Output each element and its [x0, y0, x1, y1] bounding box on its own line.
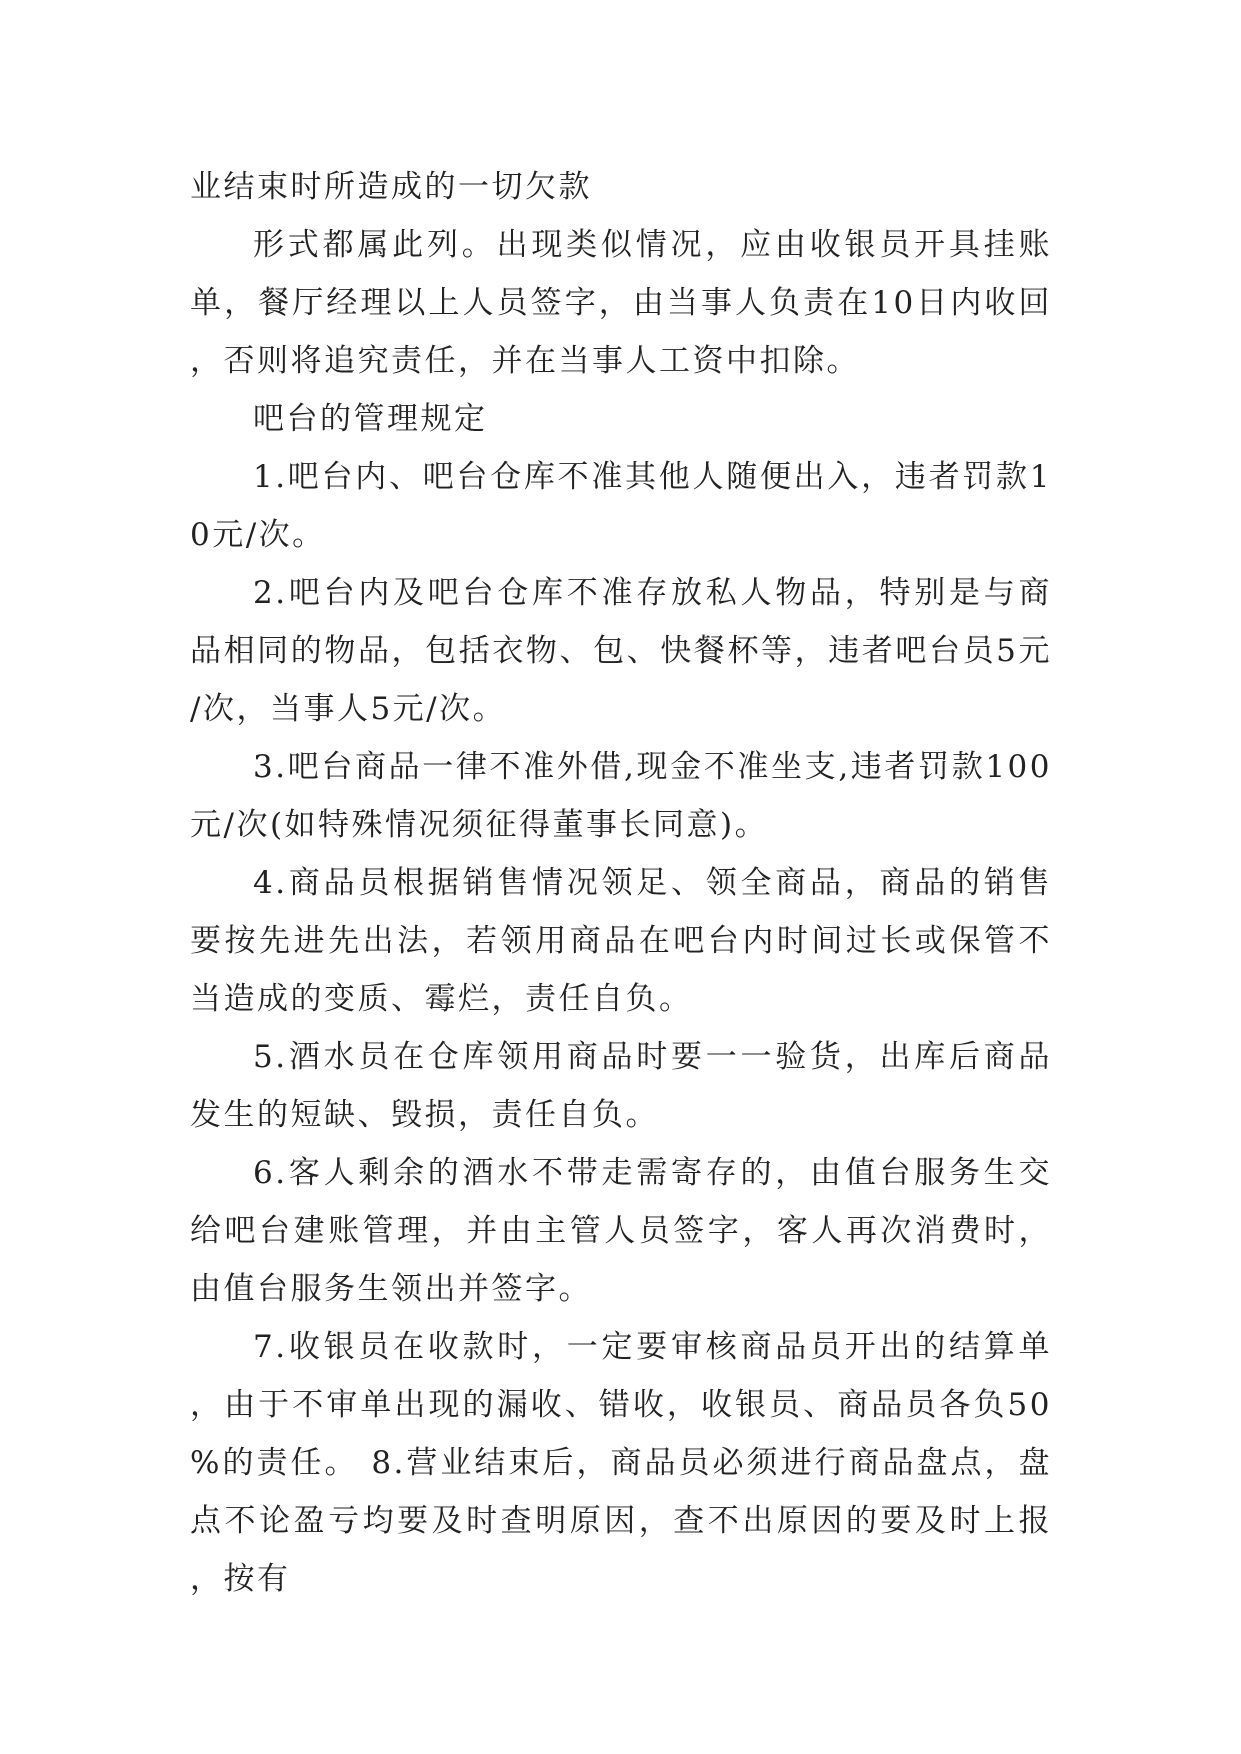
paragraph-billing-note: 形式都属此列。出现类似情况，应由收银员开具挂账单，餐厅经理以上人员签字，由当事人负责在10日内收回，否则将追究责任，并在当事人工资中扣除。 — [190, 227, 1052, 379]
rule-item-6: 6.客人剩余的酒水不带走需寄存的，由值台服务生交给吧台建账管理，并由主管人员签字，客人再次消费时，由值台服务生领出并签字。 — [190, 1155, 1052, 1307]
paragraph-continuation: 业结束时所造成的一切欠款 — [190, 169, 592, 205]
rule-item-4: 4.商品员根据销售情况领足、领全商品，商品的销售要按先进先出法，若领用商品在吧台内时间过长或保管不当造成的变质、霉烂，责任自负。 — [190, 865, 1052, 1017]
rule-item-5: 5.酒水员在仓库领用商品时要一一验货，出库后商品发生的短缺、毁损，责任自负。 — [190, 1039, 1052, 1133]
rule-item-2: 2.吧台内及吧台仓库不准存放私人物品，特别是与商品相同的物品，包括衣物、包、快餐杯等，违者吧台员5元/次，当事人5元/次。 — [190, 575, 1052, 727]
document-body — [190, 158, 1052, 1608]
rule-item-1: 1.吧台内、吧台仓库不准其他人随便出入，违者罚款10元/次。 — [190, 459, 1052, 553]
section-heading-bar-rules: 吧台的管理规定 — [253, 401, 488, 437]
rule-item-7-and-8: 7.收银员在收款时，一定要审核商品员开出的结算单，由于不审单出现的漏收、错收，收银员、商品员各负50%的责任。 8.营业结束后，商品员必须进行商品盘点，盘点不论盈亏均要及时查明原因，查不出原因的要及时上报，按有 — [190, 1329, 1052, 1597]
rule-item-3: 3.吧台商品一律不准外借,现金不准坐支,违者罚款100元/次(如特殊情况须征得董事长同意)。 — [190, 749, 1052, 843]
